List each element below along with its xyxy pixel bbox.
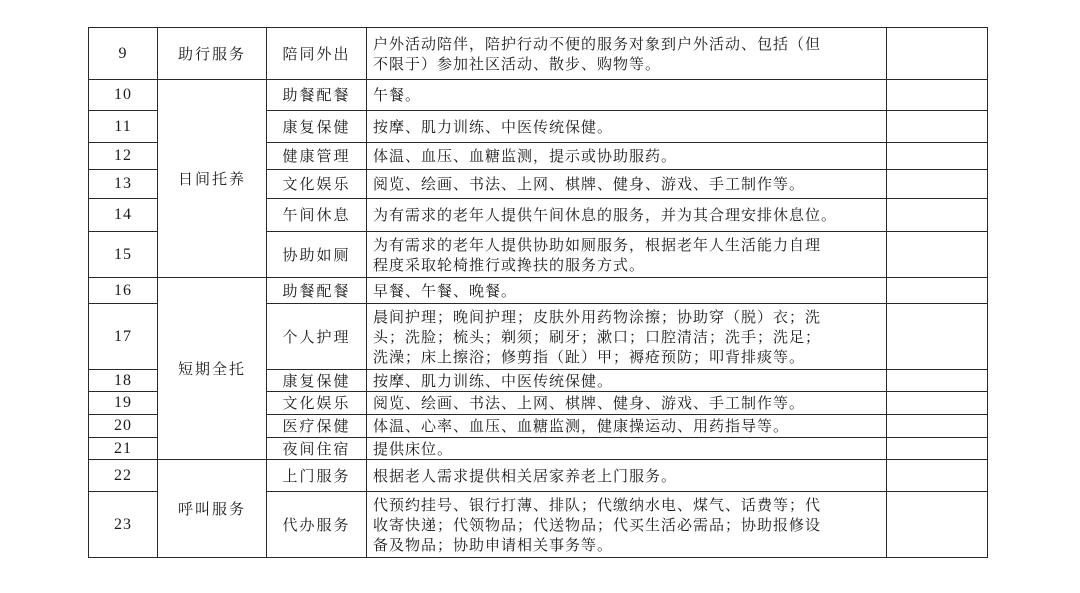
table-row: [89, 460, 988, 492]
service-description: [367, 28, 887, 80]
row-number: 20: [89, 415, 158, 438]
service-item: 陪同外出: [267, 28, 367, 80]
description-line: 代预约挂号、银行打薄、排队；代缴纳水电、煤气、话费等；代: [373, 495, 822, 514]
description-line: 阅览、绘画、书法、上网、棋牌、健身、游戏、手工制作等。: [373, 394, 806, 412]
row-number: 14: [89, 199, 158, 232]
description-line: 提供床位。: [373, 439, 454, 458]
description-line: 不限于）参加社区活动、散步、购物等。: [373, 54, 662, 73]
row-number: 16: [89, 278, 158, 304]
row-number: 10: [89, 80, 158, 111]
service-item: 个人护理: [267, 304, 367, 370]
service-description: [367, 438, 887, 460]
row-number: 9: [89, 28, 158, 80]
description-line: 体温、心率、血压、血糖监测，健康操运动、用药指导等。: [373, 417, 790, 435]
remarks-cell: [887, 392, 988, 415]
service-item: 康复保健: [267, 111, 367, 143]
service-description: [367, 392, 887, 415]
row-number: 22: [89, 460, 158, 492]
row-number: 21: [89, 438, 158, 460]
service-description: [367, 199, 887, 232]
service-description: [367, 143, 887, 170]
row-number: 19: [89, 392, 158, 415]
description-line: 户外活动陪伴，陪护行动不便的服务对象到户外活动、包括（但: [373, 34, 822, 53]
description-line: 按摩、肌力训练、中医传统保健。: [373, 117, 614, 136]
description-line: 洗澡；床上擦浴；修剪指（趾）甲；褥疮预防；叩背排痰等。: [373, 347, 806, 366]
description-line: 晨间护理；晚间护理；皮肤外用药物涂擦；协助穿（脱）衣；洗: [373, 307, 822, 326]
description-line: 按摩、肌力训练、中医传统保健。: [373, 371, 614, 390]
row-number: 11: [89, 111, 158, 143]
service-description: [367, 370, 887, 392]
description-line: 头；洗脸；梳头；剃须；刷牙；漱口；口腔清洁；洗手；洗足；: [373, 327, 822, 346]
category-cell: 呼叫服务: [158, 460, 267, 558]
remarks-cell: [887, 80, 988, 111]
row-number: 15: [89, 232, 158, 278]
service-item: 代办服务: [267, 492, 367, 558]
remarks-cell: [887, 460, 988, 492]
remarks-cell: [887, 370, 988, 392]
service-item: 协助如厕: [267, 232, 367, 278]
description-line: 为有需求的老年人提供午间休息的服务，并为其合理安排休息位。: [373, 206, 838, 224]
remarks-cell: [887, 111, 988, 143]
row-number: 23: [89, 492, 158, 558]
service-description: [367, 492, 887, 558]
remarks-cell: [887, 415, 988, 438]
service-item: 上门服务: [267, 460, 367, 492]
category-cell: 短期全托: [158, 278, 267, 460]
table-row: [89, 278, 988, 304]
table-row: [89, 80, 988, 111]
service-description: [367, 415, 887, 438]
remarks-cell: [887, 438, 988, 460]
description-line: 程度采取轮椅推行或搀扶的服务方式。: [373, 255, 646, 274]
remarks-cell: [887, 232, 988, 278]
service-table: [88, 27, 988, 558]
remarks-cell: [887, 28, 988, 80]
remarks-cell: [887, 304, 988, 370]
service-description: [367, 304, 887, 370]
row-number: 12: [89, 143, 158, 170]
service-item: 助餐配餐: [267, 278, 367, 304]
description-line: 阅览、绘画、书法、上网、棋牌、健身、游戏、手工制作等。: [373, 175, 806, 193]
remarks-cell: [887, 170, 988, 199]
service-description: [367, 111, 887, 143]
remarks-cell: [887, 199, 988, 232]
remarks-cell: [887, 143, 988, 170]
description-line: 收寄快递；代领物品；代送物品；代买生活必需品；协助报修设: [373, 515, 822, 534]
row-number: 18: [89, 370, 158, 392]
service-description: [367, 232, 887, 278]
service-description: [367, 170, 887, 199]
service-item: 助餐配餐: [267, 80, 367, 111]
service-description: [367, 460, 887, 492]
remarks-cell: [887, 278, 988, 304]
service-description: [367, 278, 887, 304]
table-row: [89, 28, 988, 80]
service-item: 夜间住宿: [267, 438, 367, 460]
description-line: 早餐、午餐、晚餐。: [373, 281, 518, 300]
service-item: 健康管理: [267, 143, 367, 170]
service-item: 午间休息: [267, 199, 367, 232]
description-line: 体温、血压、血糖监测，提示或协助服药。: [373, 147, 678, 165]
description-line: 备及物品；协助申请相关事务等。: [373, 535, 614, 554]
description-line: 午餐。: [373, 86, 422, 104]
service-item: 康复保健: [267, 370, 367, 392]
row-number: 13: [89, 170, 158, 199]
remarks-cell: [887, 492, 988, 558]
description-line: 根据老人需求提供相关居家养老上门服务。: [373, 466, 678, 485]
service-item: 文化娱乐: [267, 170, 367, 199]
category-cell: 助行服务: [158, 28, 267, 80]
service-item: 文化娱乐: [267, 392, 367, 415]
description-line: 为有需求的老年人提供协助如厕服务，根据老年人生活能力自理: [373, 235, 822, 254]
category-cell: 日间托养: [158, 80, 267, 278]
service-description: [367, 80, 887, 111]
row-number: 17: [89, 304, 158, 370]
service-item: 医疗保健: [267, 415, 367, 438]
